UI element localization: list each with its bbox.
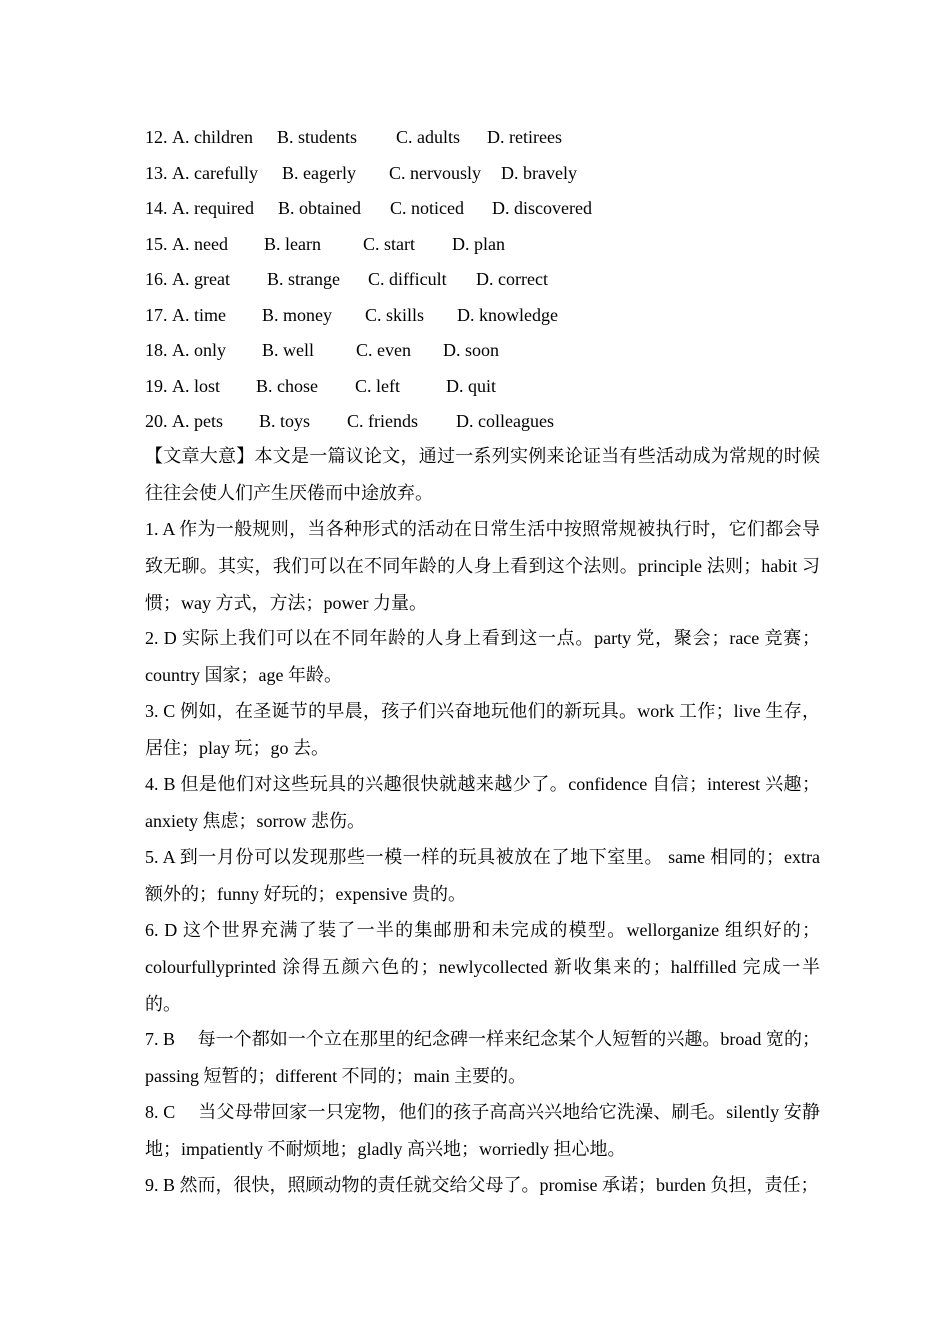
question-number: 16. — [145, 269, 168, 289]
option-a: A. pets — [172, 411, 223, 431]
question-number: 13. — [145, 162, 168, 183]
option-c: C. nervously — [389, 162, 481, 183]
question-number: 17. — [145, 304, 168, 325]
option-b: B. chose — [256, 375, 318, 396]
question-number: 18. — [145, 340, 168, 360]
option-a: A. lost — [172, 375, 221, 396]
option-d: D. quit — [446, 375, 497, 396]
option-a: A. only — [172, 340, 226, 360]
explanation-2: 2. D 实际上我们可以在不同年龄的人身上看到这一点。party 党，聚会；race 竞赛；country 国家；age 年龄。 — [145, 628, 820, 685]
option-d: D. soon — [443, 340, 500, 360]
question-number: 14. — [145, 198, 168, 218]
article-summary: 【文章大意】本文是一篇议论文，通过一系列实例来论证当有些活动成为常规的时候往往会使人们产生厌倦而中途放弃。 — [145, 446, 820, 503]
explanation-7: 7. B 每一个都如一个立在那里的纪念碑一样来纪念某个人短暂的兴趣。broad 宽的；passing 短暂的；different 不同的；main 主要的。 — [145, 1029, 820, 1086]
option-c: C. adults — [396, 127, 461, 147]
option-c: C. difficult — [368, 269, 447, 289]
explanation-6: 6. D 这个世界充满了装了一半的集邮册和未完成的模型。wellorganize 组织好的；colourfullyprinted 涂得五颜六色的；newlycollected 新收集来的；halffilled 完成一半的。 — [145, 920, 820, 1014]
option-c: C. friends — [347, 411, 418, 431]
explanation-1: 1. A 作为一般规则，当各种形式的活动在日常生活中按照常规被执行时，它们都会导致无聊。其实，我们可以在不同年龄的人身上看到这个法则。principle 法则；habit 习惯；way 方式，方法；power 力量。 — [145, 519, 820, 613]
option-row — [145, 231, 825, 267]
option-d: D. bravely — [501, 162, 577, 183]
option-b: B. money — [262, 304, 332, 325]
question-number: 20. — [145, 411, 168, 431]
option-a: A. children — [172, 127, 253, 147]
option-c: C. even — [356, 340, 411, 360]
option-row — [145, 337, 825, 373]
option-c: C. noticed — [390, 198, 464, 218]
option-c: C. start — [363, 233, 415, 254]
option-d: D. discovered — [492, 198, 592, 218]
option-a: A. required — [172, 198, 254, 218]
option-row — [145, 373, 825, 409]
option-a: A. need — [172, 233, 228, 254]
option-d: D. colleagues — [456, 411, 554, 431]
explanation-3: 3. C 例如，在圣诞节的早晨，孩子们兴奋地玩他们的新玩具。work 工作；live 生存，居住；play 玩；go 去。 — [145, 701, 820, 758]
option-d: D. plan — [452, 233, 505, 254]
answer-options-list — [145, 124, 825, 444]
option-b: B. toys — [259, 411, 311, 431]
option-b: B. eagerly — [282, 162, 356, 183]
option-d: D. retirees — [487, 127, 562, 147]
option-row — [145, 160, 825, 196]
option-a: A. carefully — [172, 162, 258, 183]
question-number: 12. — [145, 127, 168, 147]
option-d: D. correct — [476, 269, 548, 289]
option-d: D. knowledge — [457, 304, 558, 325]
option-row — [145, 195, 825, 231]
option-a: A. great — [172, 269, 230, 289]
option-row — [145, 266, 825, 302]
option-b: B. strange — [267, 269, 340, 289]
option-b: B. learn — [264, 233, 321, 254]
explanation-5: 5. A 到一月份可以发现那些一模一样的玩具被放在了地下室里。 same 相同的；extra 额外的；funny 好玩的；expensive 贵的。 — [145, 847, 820, 904]
option-row — [145, 302, 825, 338]
question-number: 15. — [145, 233, 168, 254]
question-number: 19. — [145, 375, 168, 396]
option-c: C. skills — [365, 304, 425, 325]
option-b: B. obtained — [278, 198, 361, 218]
option-row — [145, 124, 825, 160]
explanation-8: 8. C 当父母带回家一只宠物，他们的孩子高高兴兴地给它洗澡、刷毛。silently 安静地；impatiently 不耐烦地；gladly 高兴地；worriedly 担心地。 — [145, 1102, 820, 1159]
option-a: A. time — [172, 304, 226, 325]
explanation-9: 9. B 然而，很快，照顾动物的责任就交给父母了。promise 承诺；burden 负担，责任； — [145, 1175, 819, 1195]
option-c: C. left — [355, 375, 400, 396]
explanation-4: 4. B 但是他们对这些玩具的兴趣很快就越来越少了。confidence 自信；interest 兴趣；anxiety 焦虑；sorrow 悲伤。 — [145, 774, 820, 831]
option-b: B. well — [262, 340, 314, 360]
option-b: B. students — [277, 127, 358, 147]
